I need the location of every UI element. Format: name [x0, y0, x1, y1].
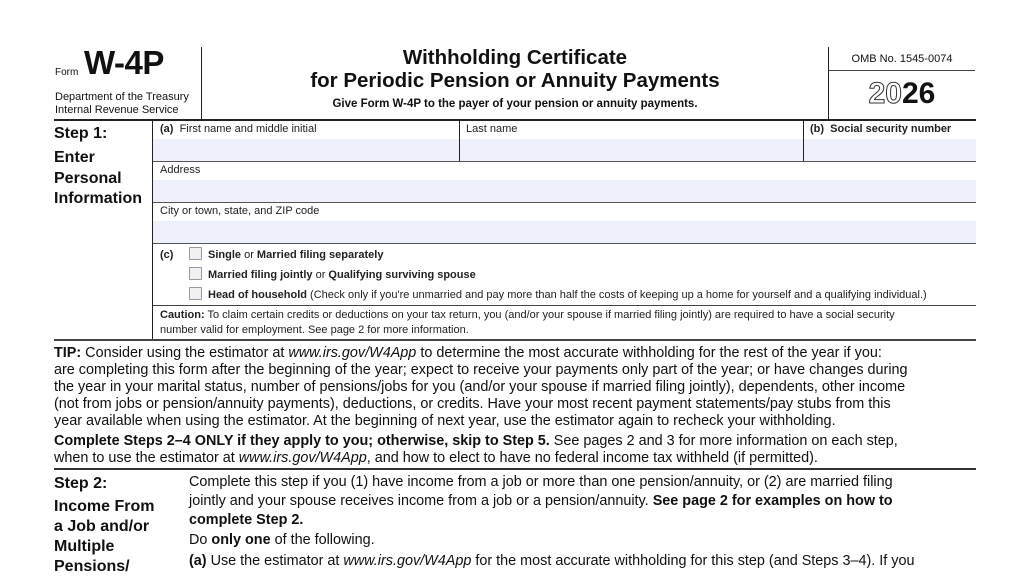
last-name-field[interactable] — [460, 139, 803, 161]
filing-status-rule — [153, 305, 976, 306]
complete-note-estimator-link[interactable]: www.irs.gov/W4App — [238, 450, 367, 466]
tip-estimator-link[interactable]: www.irs.gov/W4App — [288, 345, 417, 361]
city-label: City or town, state, and ZIP code — [160, 205, 320, 217]
title-line1: Withholding Certificate — [402, 46, 628, 69]
tip-line2: are completing this form after the beginning of the year; expect to receive your payments only part of the year; or have changes during — [54, 362, 908, 378]
caution-line2: number valid for employment. See page 2 for more information. — [160, 324, 469, 336]
step2-para-line1: Complete this step if you (1) have income from a job or more than one pension/annuity, or (2) are married filing — [189, 474, 893, 490]
tip-line1: TIP: Consider using the estimator at www.irs.gov/W4App to determine the most accurate withholding for the rest of the year if you: — [54, 345, 882, 361]
form-number: W-4P — [84, 44, 164, 81]
step2-para-line3: complete Step 2. — [189, 512, 304, 528]
option-single-label: Single or Married filing separately — [208, 249, 384, 261]
tax-year-outline: 20 — [868, 77, 902, 110]
step1-subtitle-3: Information — [54, 190, 142, 207]
form-title — [202, 46, 828, 92]
ssn-label: (b) Social security number — [810, 123, 952, 135]
ssn-field[interactable] — [804, 139, 976, 161]
omb-number: OMB No. 1545-0074 — [851, 53, 953, 65]
complete-note-line2: when to use the estimator at www.irs.gov/W4App, and how to elect to have no federal income tax withheld (if permitted). — [54, 450, 818, 466]
row1-rule — [153, 161, 976, 162]
step1-bottom-rule — [54, 339, 976, 341]
complete-note-line1: Complete Steps 2–4 ONLY if they apply to you; otherwise, skip to Step 5. See pages 2 and 3 for more information on each step, — [54, 433, 898, 449]
form-prefix: Form — [55, 67, 79, 78]
step1-subtitle-2: Personal — [54, 170, 122, 187]
tip-line3: the year in your marital status, number of pensions/jobs for you (and/or your spouse if married filing jointly), dependents, other income — [54, 379, 906, 395]
title-line2: for Periodic Pension or Annuity Payments — [310, 69, 720, 92]
address-field[interactable] — [153, 180, 976, 202]
row2-rule — [153, 202, 976, 203]
omb-divider — [829, 70, 975, 71]
step2-do-only-one: Do only one of the following. — [189, 532, 375, 548]
form-subtitle: Give Form W-4P to the payer of your pension or annuity payments. — [332, 98, 698, 110]
checkbox-single[interactable] — [189, 247, 202, 260]
tip-line4: (not from jobs or pension/annuity payments), deductions, or credits. Have your most recent payment statements/pay stubs from this — [54, 396, 891, 412]
last-name-label: Last name — [466, 123, 518, 135]
first-name-label: (a) First name and middle initial — [160, 123, 317, 135]
step2-item-a: (a) Use the estimator at www.irs.gov/W4App for the most accurate withholding for this step (and Steps 3–4). If you — [189, 553, 915, 569]
caution-line1: Caution: To claim certain credits or deductions on your tax return, you (and/or your spouse if married filing jointly) are required to have a social security — [160, 309, 895, 321]
checkbox-married-jointly[interactable] — [189, 267, 202, 280]
step2-para-line2: jointly and your spouse receives income from a job or a pension/annuity. See page 2 for examples on how to — [189, 493, 893, 509]
step2-subtitle-1: Income From — [54, 498, 155, 515]
step2-title: Step 2: — [54, 475, 108, 492]
step2-estimator-link[interactable]: www.irs.gov/W4App — [343, 553, 472, 569]
first-name-field[interactable] — [153, 139, 459, 161]
tax-year-bold: 26 — [902, 77, 936, 110]
department-line2: Internal Revenue Service — [55, 104, 179, 116]
option-married-jointly-label: Married filing jointly or Qualifying surviving spouse — [208, 269, 476, 281]
step2-subtitle-3: Multiple — [54, 538, 115, 555]
option-head-of-household-label: Head of household (Check only if you're unmarried and pay more than half the costs of keeping up a home for yourself and a qualifying individual.) — [208, 289, 927, 301]
address-label: Address — [160, 164, 201, 176]
step2-subtitle-4: Pensions/ — [54, 558, 130, 575]
header-bottom-rule — [54, 119, 976, 121]
step2-subtitle-2: a Job and/or — [54, 518, 150, 535]
checkbox-head-of-household[interactable] — [189, 287, 202, 300]
step1-subtitle-1: Enter — [54, 149, 95, 166]
tip-line5: year available when using the estimator. At the beginning of next year, use the estimator again to recheck your withholding. — [54, 413, 836, 429]
row3-rule — [153, 243, 976, 244]
city-field[interactable] — [153, 221, 976, 243]
step1-title: Step 1: — [54, 125, 108, 142]
department-line1: Department of the Treasury — [55, 91, 189, 103]
filing-status-letter: (c) — [160, 249, 174, 261]
tax-year — [829, 76, 975, 112]
tip-bottom-rule — [54, 468, 976, 470]
